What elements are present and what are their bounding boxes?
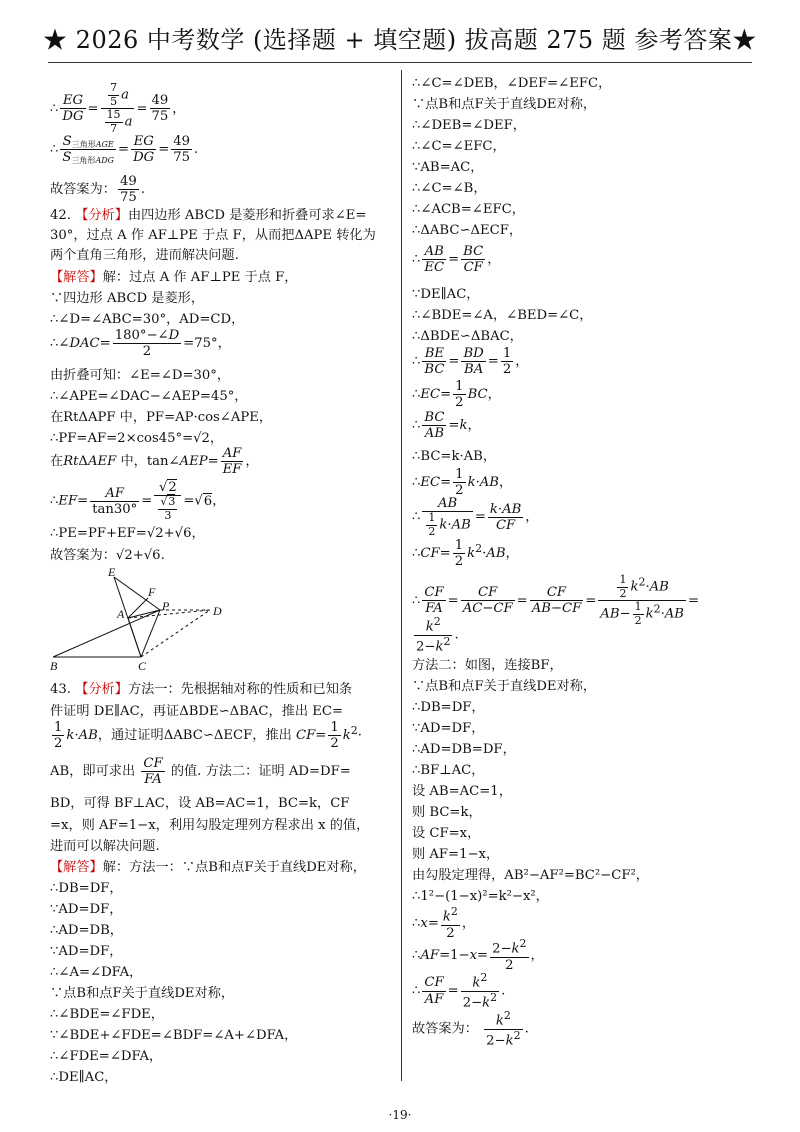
q43-eq-x: ∴x= $\frac{k^2}{2}$ ， bbox=[412, 905, 476, 941]
q43-analysis-line-2: 件证明 DE∥AC，再证ΔBDE∽ΔBAC，推出 EC= bbox=[50, 704, 344, 719]
q42-solution-line-8: ∴PF=AF=2×cos45°=√2， bbox=[50, 431, 224, 446]
q43-method2-line: ∴1²−(1−x)²=k²−x²， bbox=[412, 889, 549, 904]
q43-eq-be-bc: ∴ $\frac{BE}{BC}$ = $\frac{BD}{BA}$ = $\frac{1}{2}$ ， bbox=[412, 346, 529, 378]
q42-analysis-line-1: 42. 【分析】由四边形 ABCD 是菱形和折叠可求∠E= bbox=[50, 208, 367, 223]
q43-left-line: ∵AD=DF， bbox=[50, 902, 123, 917]
q42-analysis-line-3: 两个直角三角形，进而解决问题. bbox=[50, 248, 239, 263]
line-cd bbox=[141, 610, 210, 657]
q43-method2-line: 设 AB=AC=1， bbox=[412, 784, 512, 799]
header-rule bbox=[48, 62, 752, 63]
q43-analysis-line-7: 进而可以解决问题. bbox=[50, 839, 160, 854]
q42-analysis-line-2: 30°，过点 A 作 AF⊥PE 于点 F，从而把ΔAPE 转化为 bbox=[50, 228, 376, 243]
q43-analysis-line-4: AB，即可求出 $\frac{CF}{FA}$ 的值. 方法二：证明 AD=DF= bbox=[50, 756, 351, 788]
q43-right-line: ∴∠BDE=∠A，∠BED=∠C， bbox=[412, 308, 593, 323]
q43-right-line: ∴∠C=∠B， bbox=[412, 181, 487, 196]
q43-right-line: ∵AB=AC， bbox=[412, 160, 484, 175]
q42-eq-tan: 在RtΔAEF 中，tan∠AEP= $\frac{AF}{EF}$ ， bbox=[50, 446, 259, 478]
q43-left-line: ∴∠FDE=∠DFA， bbox=[50, 1049, 163, 1064]
q43-method2-line: 设 CF=x， bbox=[412, 826, 481, 841]
q43-eq-cf-fa: ∴ $\frac{CF}{FA}$ = $\frac{CF}{AC-CF}$ = $\frac{CF}{AB-CF}$ = $\frac{1}{2}$ $k^2\cdot AB$ AB− $\frac{1}{2}$ $k^2\cdot AB$ = bbox=[412, 573, 700, 627]
q43-left-line: ∵AD=DF， bbox=[50, 944, 123, 959]
label-b: B bbox=[50, 659, 58, 673]
q43-method2-line: 由勾股定理得，AB²−AF²=BC²−CF²， bbox=[412, 868, 649, 883]
q43-left-line: ∴∠BDE=∠FDE， bbox=[50, 1007, 164, 1022]
q42-solution-line-6: ∴∠APE=∠DAC−∠AEP=45°， bbox=[50, 389, 248, 404]
q42-solution-line-5: 由折叠可知：∠E=∠D=30°， bbox=[50, 368, 231, 383]
q42-solution-line-2: ∵四边形 ABCD 是菱形， bbox=[50, 291, 205, 306]
label-f: F bbox=[148, 585, 156, 599]
label-c: C bbox=[138, 659, 147, 673]
q43-solution-line-1: 【解答】解：方法一：∵点B和点F关于直线DE对称， bbox=[50, 860, 366, 875]
q42-solution-line-1: 【解答】解：过点 A 作 AF⊥PE 于点 F， bbox=[50, 270, 298, 285]
q43-method2-line: ∵点B和点F关于直线DE对称， bbox=[412, 679, 597, 694]
q43-left-line: ∴∠A=∠DFA， bbox=[50, 965, 143, 980]
page-title: ★ 2026 中考数学 (选择题 + 填空题) 拔高题 275 题 参考答案★ bbox=[43, 26, 757, 54]
q43-eq-bc-k: ∴BC=k·AB， bbox=[412, 449, 497, 464]
q43-eq-ec-half: ∴EC= $\frac{1}{2}$ BC， bbox=[412, 379, 501, 411]
q43-right-line: ∵点B和点F关于直线DE对称， bbox=[412, 97, 597, 112]
q43-left-line: ∴AD=DB， bbox=[50, 923, 123, 938]
column-divider bbox=[401, 70, 402, 1081]
q43-eq-ratio: ∴ AB $\frac{1}{2}$ k·AB = $\frac{k\cdot AB}{CF}$ ， bbox=[412, 496, 539, 538]
q43-right-line: ∴∠DEB=∠DEF， bbox=[412, 118, 526, 133]
q42-eq-dac: ∴∠DAC= $\frac{180^\circ-\angle D}{2}$ =75°， bbox=[50, 328, 231, 360]
q42-eq-ef: ∴EF= $\frac{AF}{\tan 30^\circ}$ = $\frac{√2}{\frac{√3}{3}}$ =√6， bbox=[50, 480, 226, 522]
q43-left-line: ∵点B和点F关于直线DE对称， bbox=[50, 986, 235, 1001]
q43-method2-line: 则 BC=k， bbox=[412, 805, 482, 820]
q43-eq-bc-ab: ∴ $\frac{BC}{AB}$ =k， bbox=[412, 410, 481, 442]
q43-method2-line: ∵AD=DF， bbox=[412, 721, 485, 736]
q43-left-line: ∴DE∥AC， bbox=[50, 1070, 118, 1085]
q43-eq-cf: ∴CF= $\frac{1}{2}$ $k^2\cdot AB$， bbox=[412, 538, 519, 570]
q43-left-line: ∵∠BDE+∠FDE=∠BDF=∠A+∠DFA， bbox=[50, 1028, 298, 1043]
q43-eq-cf-af: ∴ $\frac{CF}{AF}$ = $\frac{k^2}{2-k^2}$ . bbox=[412, 971, 506, 1010]
q43-method2-line: 则 AF=1−x， bbox=[412, 847, 500, 862]
page-number: ·19· bbox=[388, 1108, 412, 1122]
eq-area-ratio: ∴ $S_{三角形AGE}$ $S_{三角形ADG}$ = $\frac{EG}{DG}$ = $\frac{49}{75}$ . bbox=[50, 134, 199, 166]
q43-analysis-line-6: =x，则 AF=1−x，利用勾股定理列方程求出 x 的值， bbox=[50, 818, 370, 833]
q42-solution-line-11: ∴PE=PF+EF=√2+√6， bbox=[50, 526, 205, 541]
q43-right-line: ∴∠C=∠EFC， bbox=[412, 139, 506, 154]
q43-left-line: ∴DB=DF， bbox=[50, 881, 123, 896]
q43-eq-af: ∴AF=1−x= $\frac{2-k^2}{2}$ ， bbox=[412, 937, 544, 973]
q43-eq-result-1: $\frac{k^2}{2-k^2}$ . bbox=[416, 615, 459, 654]
q42-solution-line-3: ∴∠D=∠ABC=30°，AD=CD， bbox=[50, 312, 245, 327]
label-p: P bbox=[162, 599, 170, 613]
q43-method2-line: ∴AD=DB=DF， bbox=[412, 742, 516, 757]
page-header bbox=[0, 0, 800, 62]
eq-eg-dg: ∴ $\frac{EG}{DG}$ = $\frac{7}{5}$ a $\frac{15}{7}$ a = $\frac{49}{75}$ ， bbox=[50, 81, 186, 135]
q43-right-line: ∴∠ACB=∠EFC， bbox=[412, 202, 525, 217]
q43-right-line: ∵DE∥AC， bbox=[412, 287, 480, 302]
q43-analysis-line-3: $\frac{1}{2}$ k·AB，通过证明ΔABC∽ΔECF，推出 CF= $\frac{1}{2}$ $k^2\cdot$ bbox=[54, 720, 362, 752]
line-ac bbox=[128, 618, 141, 657]
q43-analysis-line-5: BD，可得 BF⊥AC，设 AB=AC=1，BC=k，CF bbox=[50, 796, 350, 811]
q43-eq-ab-ec: ∴ $\frac{AB}{EC}$ = $\frac{BC}{CF}$ ， bbox=[412, 244, 501, 276]
q42-answer: 故答案为：√2+√6. bbox=[50, 548, 165, 563]
q43-right-line: ∴ΔBDE∽ΔBAC， bbox=[412, 329, 523, 344]
q43-method2-line: 方法二：如图，连接BF， bbox=[412, 658, 563, 673]
q42-figure bbox=[50, 566, 250, 676]
q43-method2-line: ∴BF⊥AC， bbox=[412, 763, 485, 778]
prev-answer: 故答案为： $\frac{49}{75}$ . bbox=[50, 174, 145, 206]
label-a: A bbox=[117, 607, 125, 621]
q43-method2-line: ∴DB=DF， bbox=[412, 700, 485, 715]
q43-eq-ec-k: ∴EC= $\frac{1}{2}$ k·AB， bbox=[412, 467, 513, 499]
label-d: D bbox=[213, 604, 222, 618]
label-e: E bbox=[108, 566, 116, 579]
q43-right-line: ∴ΔABC∽ΔECF， bbox=[412, 223, 523, 238]
q43-analysis-line-1: 43. 【分析】方法一：先根据轴对称的性质和已知条 bbox=[50, 682, 353, 697]
q42-solution-line-7: 在RtΔAPF 中，PF=AP·cos∠APE， bbox=[50, 410, 273, 425]
q43-final-answer: 故答案为： $\frac{k^2}{2-k^2}$ . bbox=[412, 1009, 529, 1048]
q43-right-line: ∴∠C=∠DEB，∠DEF=∠EFC， bbox=[412, 76, 612, 91]
